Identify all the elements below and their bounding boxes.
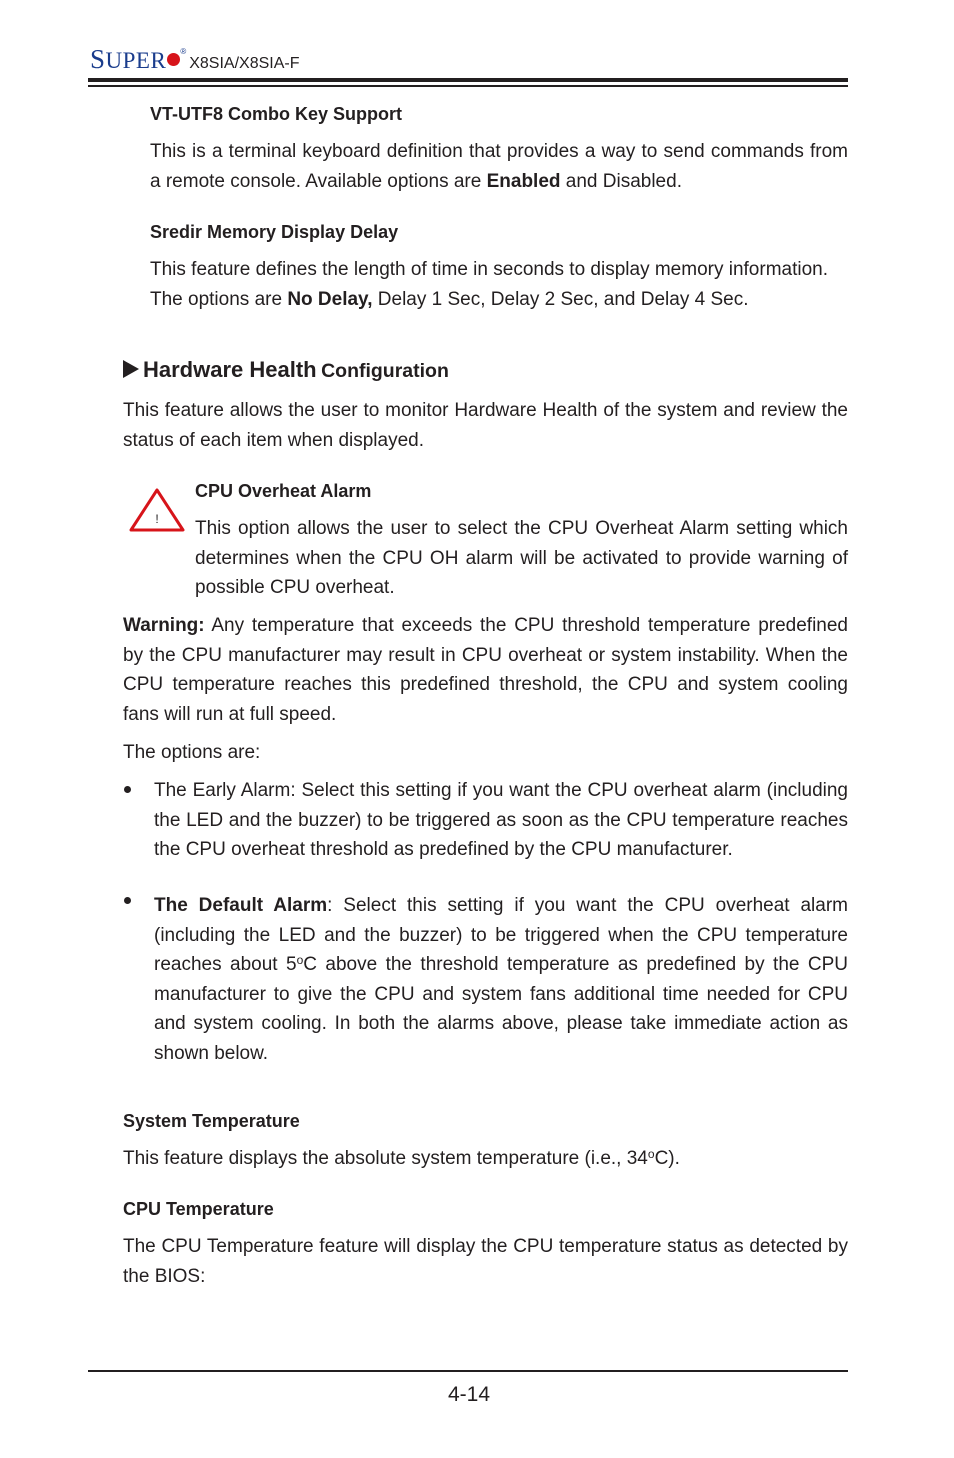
- system-temperature-description: This feature displays the absolute system temperature (i.e., 34$^o$C).: [123, 1147, 680, 1169]
- warning-glyph: !: [155, 512, 159, 526]
- system-temperature-heading: System Temperature: [123, 1111, 300, 1131]
- registered-mark: ®: [180, 47, 187, 56]
- footer-rule: [88, 1370, 848, 1372]
- bullet-early-alarm: The Early Alarm: Select this setting if you want the CPU overheat alarm (including the LED and the buzzer) to be triggered as soon as the CPU temperature reaches the CPU overheat threshold as predefined by the CPU manufacturer.: [154, 780, 848, 860]
- vt-utf8-description: This is a terminal keyboard definition that provides a way to send commands from a remote console. Available options are Enabled and Disabled.: [150, 141, 848, 192]
- brand-dot-icon: [167, 53, 180, 66]
- sredir-description: This feature defines the length of time in seconds to display memory information. The options are No Delay, Delay 1 Sec, Delay 2 Sec, and Delay 4 Sec.: [150, 259, 829, 310]
- bullet-dot-icon: [124, 897, 131, 904]
- page-number: 4-14: [447, 1383, 491, 1406]
- header-rule-thick: [88, 78, 848, 82]
- warning-triangle-icon: [128, 487, 186, 533]
- hardware-health-description: This feature allows the user to monitor Hardware Health of the system and review the status of each item when displayed.: [123, 400, 848, 451]
- brand-logo: [90, 44, 300, 72]
- brand-wordmark: SUPER: [90, 44, 167, 74]
- header-rule-thin: [88, 85, 848, 87]
- bullet-default-alarm: The Default Alarm: Select this setting if you want the CPU overheat alarm (including the LED and the buzzer) to be triggered when the CPU temperature reaches about 5$^o$C above the threshold temperature as predefined by the CPU manufacturer to give the CPU and system fans additional time needed for CPU and system cooling. In both the alarms above, please take immediate action as shown below.: [154, 895, 848, 1064]
- warning-label: Warning:: [123, 615, 205, 636]
- cpu-overheat-description: This option allows the user to select the CPU Overheat Alarm setting which determines when the CPU OH alarm will be activated to provide warning of possible CPU overheat.: [195, 518, 848, 598]
- cpu-overheat-heading: CPU Overheat Alarm: [195, 481, 372, 501]
- submenu-arrow-icon: [123, 360, 139, 378]
- cpu-temperature-description: The CPU Temperature feature will display the CPU temperature status as detected by the BIOS:: [123, 1236, 848, 1287]
- vt-utf8-heading: VT-UTF8 Combo Key Support: [150, 104, 402, 124]
- bullet-dot-icon: [124, 786, 131, 793]
- cpu-temperature-heading: CPU Temperature: [123, 1199, 274, 1219]
- sredir-heading: Sredir Memory Display Delay: [150, 222, 399, 242]
- model-name: X8SIA/X8SIA-F: [189, 55, 300, 72]
- hardware-health-title: Hardware Health Configuration: [123, 357, 449, 383]
- options-intro: The options are:: [123, 742, 261, 763]
- warning-paragraph: Warning: Any temperature that exceeds the CPU threshold temperature predefined by the CPU manufacturer may result in CPU overheat or system instability. When the CPU temperature reaches this predefined threshold, the CPU and system cooling fans will run at full speed.: [123, 615, 848, 725]
